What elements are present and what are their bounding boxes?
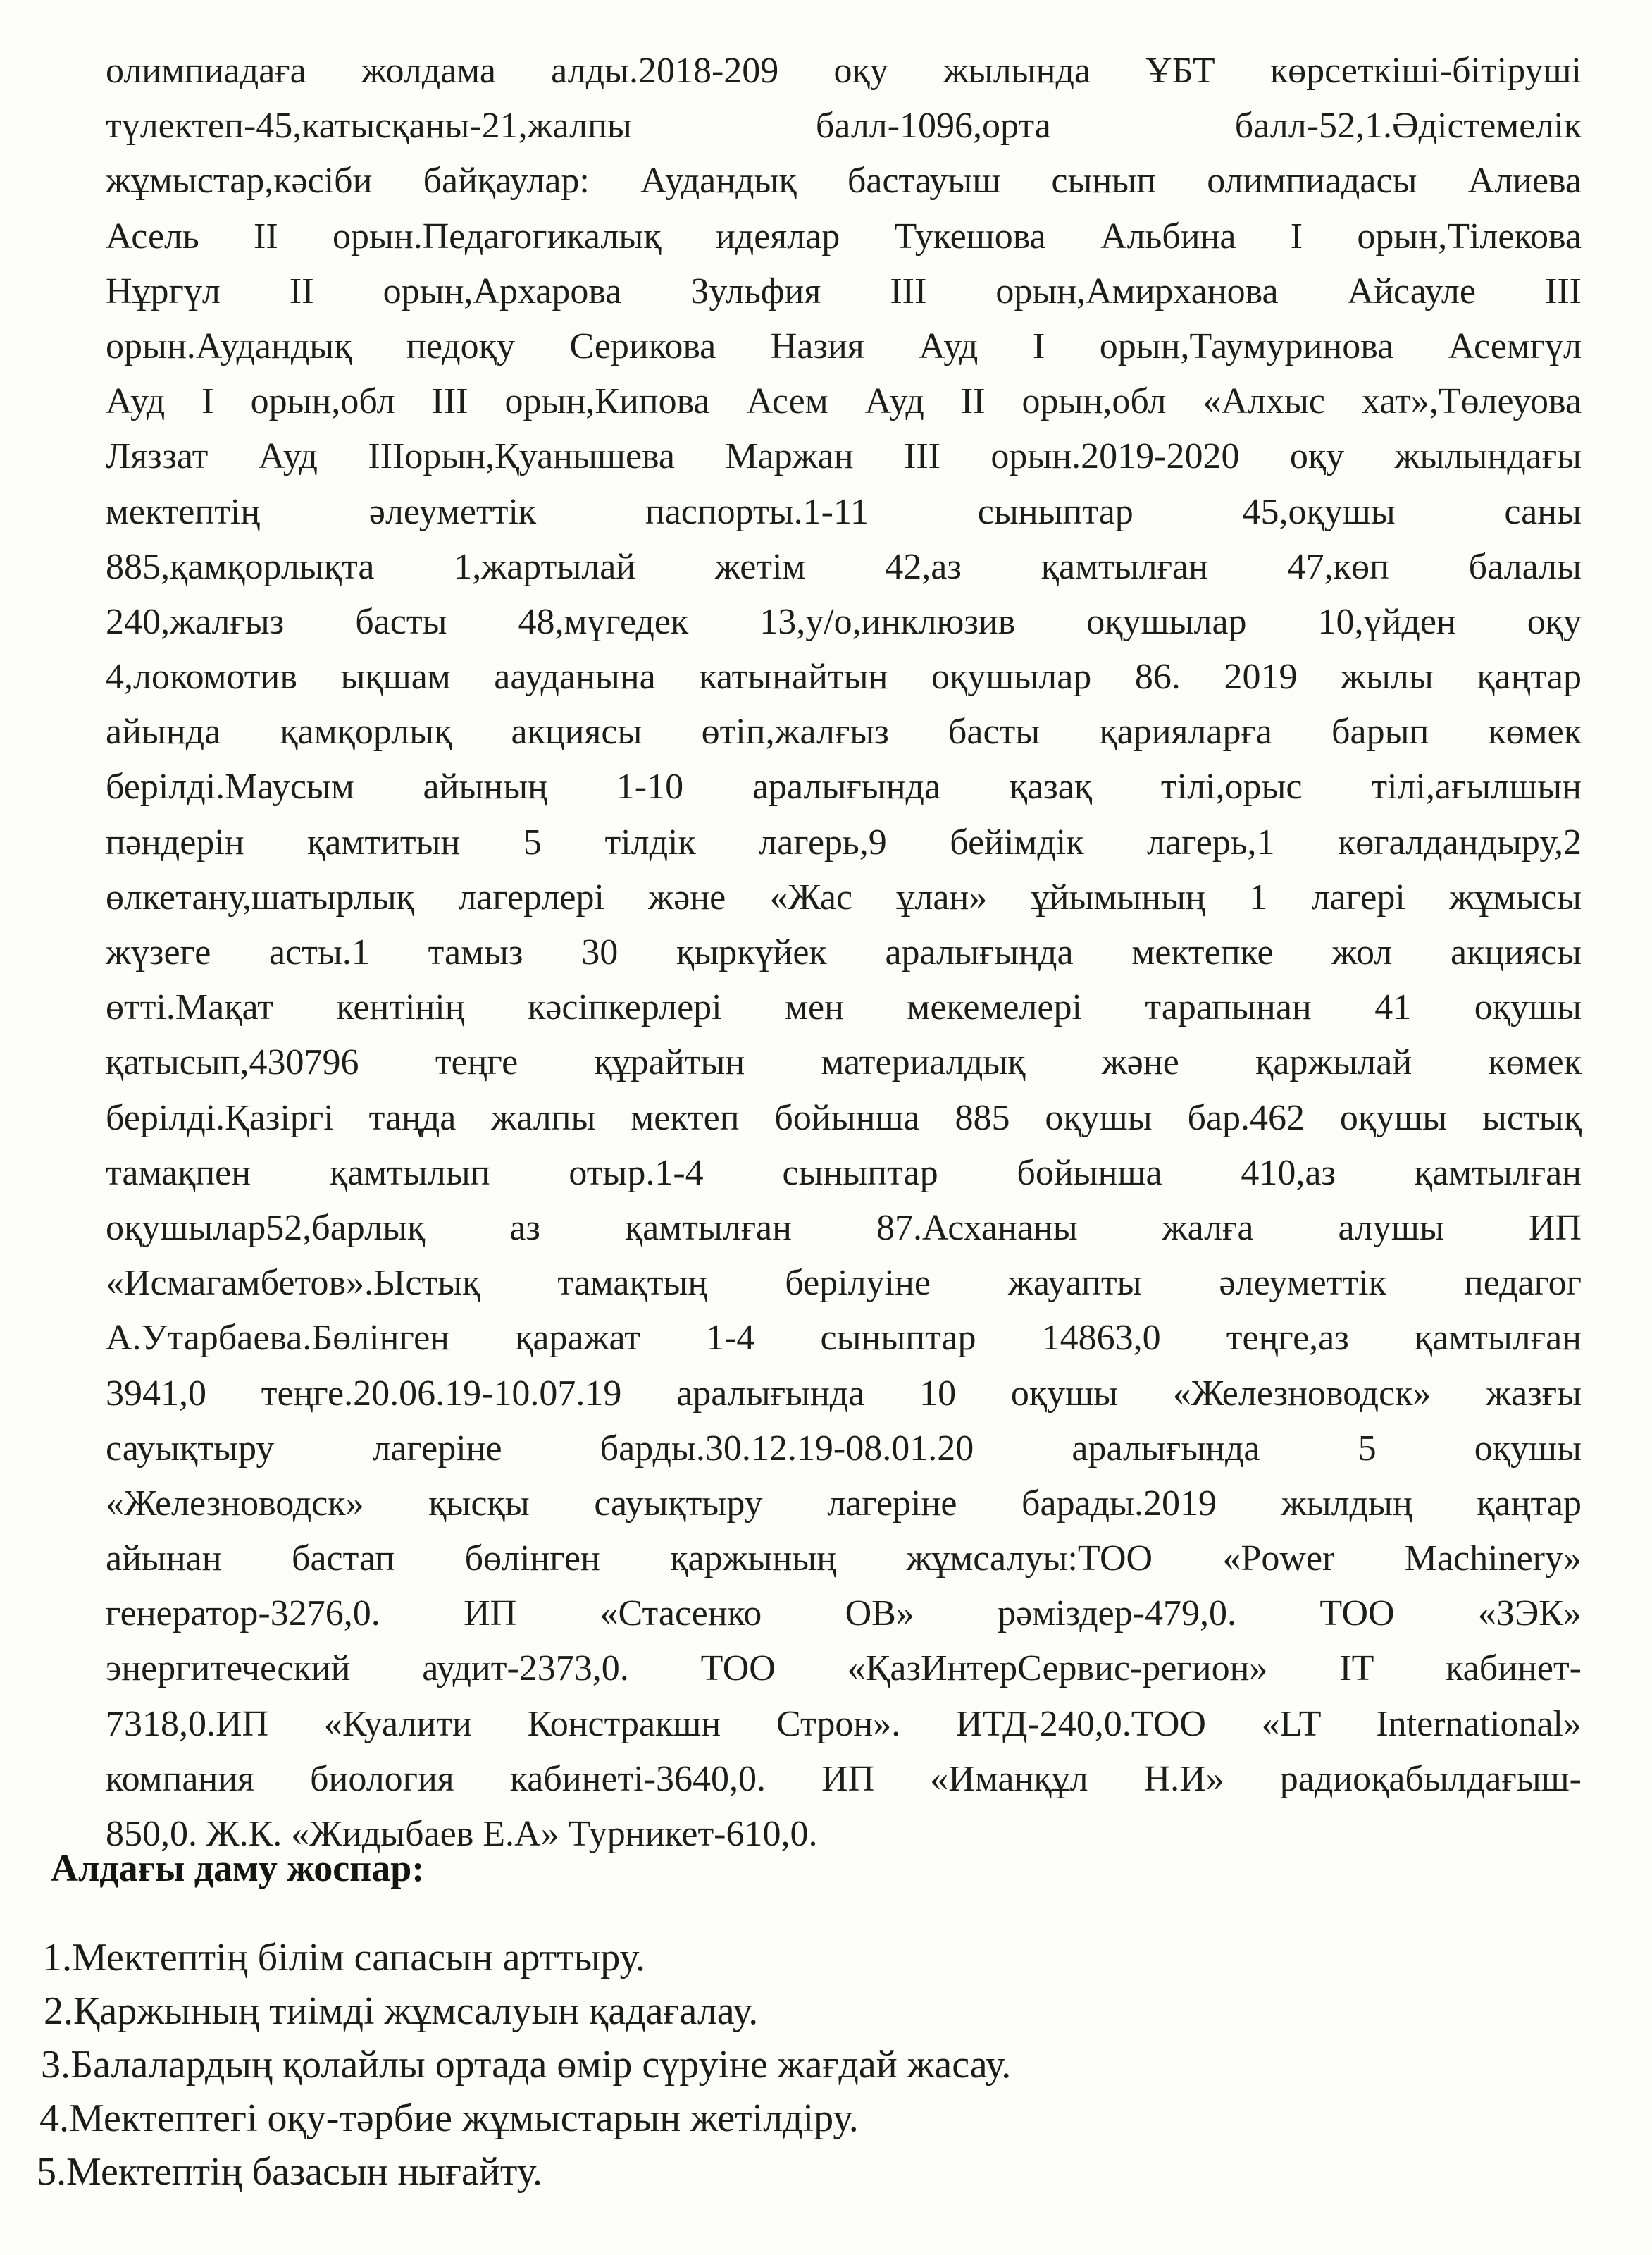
text-line: қатысып,430796 теңге құрайтын материалдық және қаржылай көмек: [106, 1042, 1582, 1083]
plan-item: 3.Балалардың қолайлы ортада өмір сүруіне жағдай жасау.: [41, 2043, 1012, 2087]
text-line: берілді.Маусым айының 1-10 аралығында қазақ тілі,орыс тілі,ағылшын: [106, 767, 1582, 808]
text-line: тамақпен қамтылып отыр.1-4 сыныптар бойынша 410,аз қамтылған: [106, 1152, 1582, 1193]
text-line: мектептің әлеуметтік паспорты.1-11 сыныптар 45,оқушы саны: [106, 491, 1582, 532]
text-line: компания биология кабинеті-3640,0. ИП «Иманқұл Н.И» радиоқабылдағыш-: [106, 1758, 1582, 1799]
plan-item: 5.Мектептің базасын нығайту.: [37, 2150, 542, 2194]
text-line: пәндерін қамтитын 5 тілдік лагерь,9 бейімдік лагерь,1 көгалдандыру,2: [106, 822, 1582, 863]
text-line: энергитеческий аудит-2373,0. ТОО «ҚазИнтерСервис-регион» ІТ кабинет-: [106, 1648, 1582, 1689]
text-line: «Исмагамбетов».Ыстық тамақтың берілуіне жауапты әлеуметтік педагог: [106, 1263, 1582, 1304]
text-line: түлектеп-45,катысқаны-21,жалпы балл-1096,орта балл-52,1.Әдістемелік: [106, 106, 1582, 147]
text-line: 850,0. Ж.К. «Жидыбаев Е.А» Турникет-610,0.: [106, 1814, 818, 1854]
text-line: жүзеге асты.1 тамыз 30 қыркүйек аралығында мектепке жол акциясы: [106, 932, 1582, 972]
text-line: айынан бастап бөлінген қаржының жұмсалуы:ТОО «Power Machinery»: [106, 1538, 1582, 1579]
plan-item: 1.Мектептің білім сапасын арттыру.: [42, 1936, 645, 1979]
text-line: Асель ІІ орын.Педагогикалық идеялар Тукешова Альбина І орын,Тілекова: [106, 216, 1582, 257]
text-line: А.Утарбаева.Бөлінген қаражат 1-4 сыныптар 14863,0 теңге,аз қамтылған: [106, 1318, 1582, 1359]
text-line: айында қамқорлық акциясы өтіп,жалғыз басты қарияларға барып көмек: [106, 712, 1582, 753]
plan-heading: Алдағы даму жоспар:: [51, 1847, 425, 1889]
text-line: орын.Аудандық педоқу Серикова Назия Ауд І орын,Таумуринова Асемгүл: [106, 326, 1582, 366]
text-line: Ляззат Ауд ІІІорын,Қуанышева Маржан ІІІ орын.2019-2020 оқу жылындағы: [106, 436, 1582, 477]
text-line: өлкетану,шатырлық лагерлері және «Жас ұлан» ұйымының 1 лагері жұмысы: [106, 877, 1582, 918]
body-paragraph: [106, 44, 1582, 1862]
text-line: олимпиадаға жолдама алды.2018-209 оқу жылында ҰБТ көрсеткіші-бітіруші: [106, 51, 1582, 91]
text-line: Нұргүл ІІ орын,Архарова Зульфия ІІІ орын,Амирханова Айсауле ІІІ: [106, 271, 1582, 311]
plan-list: [37, 1931, 1012, 2199]
text-line: Ауд І орын,обл ІІІ орын,Кипова Асем Ауд ІІ орын,обл «Алхыс хат»,Төлеуова: [106, 381, 1582, 422]
plan-item: 2.Қаржының тиімді жұмсалуын қадағалау.: [44, 1989, 759, 2033]
text-line: берілді.Қазіргі таңда жалпы мектеп бойынша 885 оқушы бар.462 оқушы ыстық: [106, 1097, 1582, 1138]
text-line: 4,локомотив ықшам аауданына катынайтын оқушылар 86. 2019 жылы қаңтар: [106, 657, 1582, 698]
text-line: генератор-3276,0. ИП «Стасенко ОВ» рәміздер-479,0. ТОО «ЗЭК»: [106, 1593, 1582, 1634]
text-line: сауықтыру лагеріне барды.30.12.19-08.01.20 аралығында 5 оқушы: [106, 1428, 1582, 1469]
text-line: өтті.Мақат кентінің кәсіпкерлері мен мекемелері тарапынан 41 оқушы: [106, 987, 1582, 1028]
text-line: «Железноводск» қысқы сауықтыру лагеріне барады.2019 жылдың қаңтар: [106, 1483, 1582, 1524]
text-line: 885,қамқорлықта 1,жартылай жетім 42,аз қамтылған 47,көп балалы: [106, 546, 1582, 587]
text-line: жұмыстар,кәсіби байқаулар: Аудандық бастауыш сынып олимпиадасы Алиева: [106, 161, 1582, 202]
plan-item: 4.Мектептегі оқу-тәрбие жұмыстарын жетілдіру.: [39, 2096, 859, 2140]
text-line: 3941,0 теңге.20.06.19-10.07.19 аралығында 10 оқушы «Железноводск» жазғы: [106, 1373, 1582, 1414]
text-line: 7318,0.ИП «Куалити Констракшн Строн». ИТД-240,0.ТОО «LT International»: [106, 1703, 1582, 1744]
text-line: оқушылар52,барлық аз қамтылған 87.Асхананы жалға алушы ИП: [106, 1207, 1582, 1248]
text-line: 240,жалғыз басты 48,мүгедек 13,у/о,инклюзив оқушылар 10,үйден оқу: [106, 601, 1582, 642]
